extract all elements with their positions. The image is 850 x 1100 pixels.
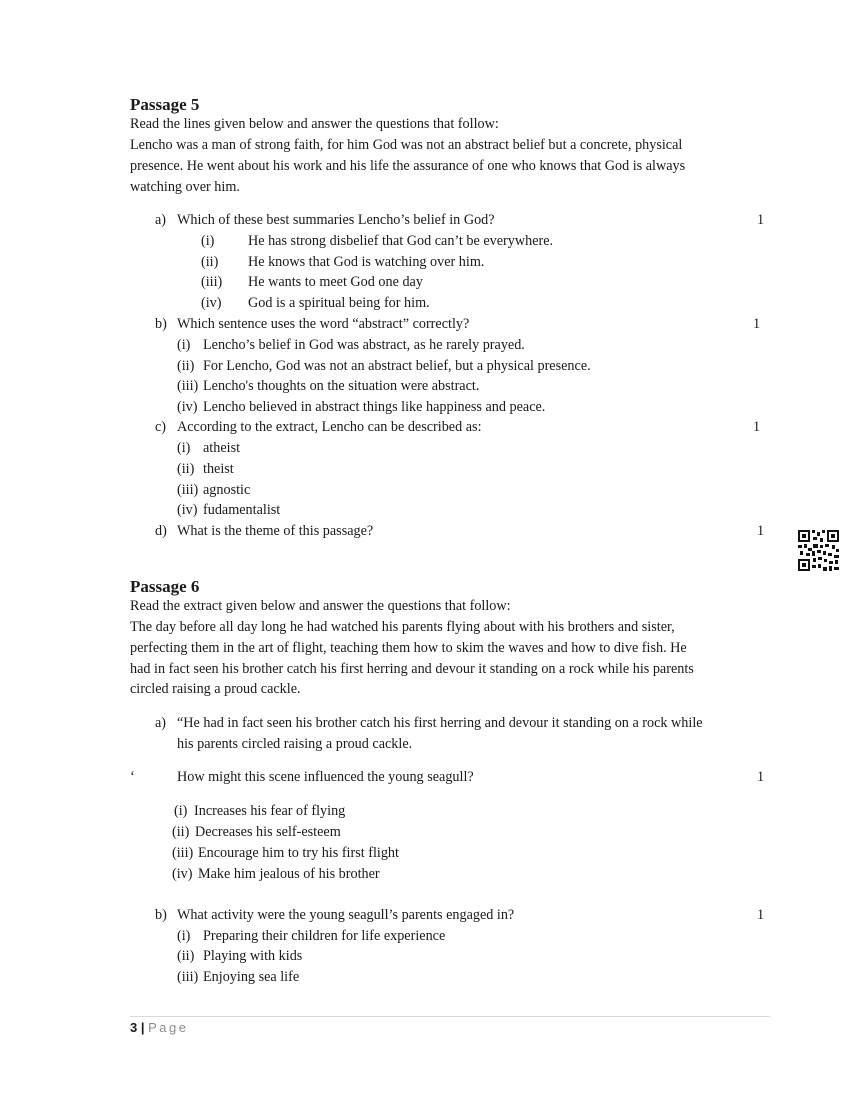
option-text: atheist <box>203 440 241 456</box>
page-number: 3 <box>130 1020 138 1035</box>
option-text: Make him jealous of his brother <box>198 866 380 882</box>
option-text: Increases his fear of flying <box>194 803 346 819</box>
option-number: (iii) <box>177 969 199 985</box>
footer-separator: | <box>140 1020 145 1035</box>
option-text: fudamentalist <box>203 502 281 518</box>
option-number: (iii) <box>172 845 194 861</box>
option-text: He knows that God is watching over him. <box>248 254 485 270</box>
option-text: theist <box>203 461 234 477</box>
option-number: (ii) <box>177 461 195 477</box>
option-text: agnostic <box>203 482 251 498</box>
option-number: (ii) <box>201 254 219 270</box>
question-text: According to the extract, Lencho can be described as: <box>177 419 482 435</box>
passage-6-line: had in fact seen his brother catch his first herring and devour it standing on a rock while his parents <box>130 661 694 677</box>
option-number: (iii) <box>201 274 223 290</box>
passage-5-line: watching over him. <box>130 179 240 195</box>
question-text: What is the theme of this passage? <box>177 523 374 539</box>
passage-6-title: Passage 6 <box>130 577 200 596</box>
passage-5-line: Lencho was a man of strong faith, for him God was not an abstract belief but a concrete, physical <box>130 137 683 153</box>
option-text: Lencho believed in abstract things like happiness and peace. <box>203 399 546 415</box>
question-letter: c) <box>155 419 167 435</box>
question-letter: d) <box>155 523 167 539</box>
option-number: (i) <box>177 337 191 353</box>
option-number: (iv) <box>172 866 193 882</box>
question-marks: 1 <box>757 769 765 785</box>
question-letter: b) <box>155 316 167 332</box>
passage-5-line: presence. He went about his work and his life the assurance of one who knows that God is always <box>130 158 686 174</box>
option-number: (iv) <box>177 502 198 518</box>
option-text: Preparing their children for life experience <box>203 928 446 944</box>
passage-6-line: The day before all day long he had watched his parents flying about with his brothers and sister, <box>130 619 675 635</box>
option-text: God is a spiritual being for him. <box>248 295 430 311</box>
option-number: (i) <box>174 803 188 819</box>
question-quote: “He had in fact seen his brother catch his first herring and devour it standing on a rock while <box>177 715 703 731</box>
stray-mark: ‘ <box>130 769 135 785</box>
passage-6-line: perfecting them in the art of flight, teaching them how to skim the waves and how to dive fish. He <box>130 640 687 656</box>
option-text: For Lencho, God was not an abstract belief, but a physical presence. <box>203 358 591 374</box>
option-text: Encourage him to try his first flight <box>198 845 399 861</box>
option-number: (ii) <box>177 358 195 374</box>
question-letter: b) <box>155 907 167 923</box>
option-text: He has strong disbelief that God can’t be everywhere. <box>248 233 554 249</box>
passage-6-instruction: Read the extract given below and answer the questions that follow: <box>130 598 511 614</box>
option-number: (i) <box>177 440 191 456</box>
passage-5-instruction: Read the lines given below and answer the questions that follow: <box>130 116 499 132</box>
question-text: Which of these best summaries Lencho’s belief in God? <box>177 212 495 228</box>
option-number: (iii) <box>177 482 199 498</box>
question-text: What activity were the young seagull’s parents engaged in? <box>177 907 515 923</box>
question-text: How might this scene influenced the young seagull? <box>177 769 474 785</box>
option-text: Lencho’s belief in God was abstract, as he rarely prayed. <box>203 337 525 353</box>
question-letter: a) <box>155 212 167 228</box>
passage-6-line: circled raising a proud cackle. <box>130 681 301 697</box>
passage-5-title: Passage 5 <box>130 95 200 114</box>
option-number: (iv) <box>201 295 222 311</box>
option-number: (i) <box>177 928 191 944</box>
option-text: He wants to meet God one day <box>248 274 423 290</box>
page-label: Page <box>148 1020 189 1035</box>
option-text: Lencho's thoughts on the situation were abstract. <box>203 378 480 394</box>
footer-divider <box>130 1016 770 1017</box>
question-marks: 1 <box>753 419 761 435</box>
page-footer <box>130 1020 189 1035</box>
question-letter: a) <box>155 715 167 731</box>
question-marks: 1 <box>757 212 765 228</box>
option-number: (iv) <box>177 399 198 415</box>
question-marks: 1 <box>757 523 765 539</box>
question-marks: 1 <box>757 907 765 923</box>
option-number: (ii) <box>177 948 195 964</box>
option-number: (ii) <box>172 824 190 840</box>
option-text: Enjoying sea life <box>203 969 300 985</box>
question-quote: his parents circled raising a proud cackle. <box>177 736 413 752</box>
question-text: Which sentence uses the word “abstract” correctly? <box>177 316 470 332</box>
option-text: Decreases his self-esteem <box>195 824 341 840</box>
option-text: Playing with kids <box>203 948 303 964</box>
qr-code-icon <box>798 530 839 571</box>
question-marks: 1 <box>753 316 761 332</box>
option-number: (i) <box>201 233 215 249</box>
option-number: (iii) <box>177 378 199 394</box>
